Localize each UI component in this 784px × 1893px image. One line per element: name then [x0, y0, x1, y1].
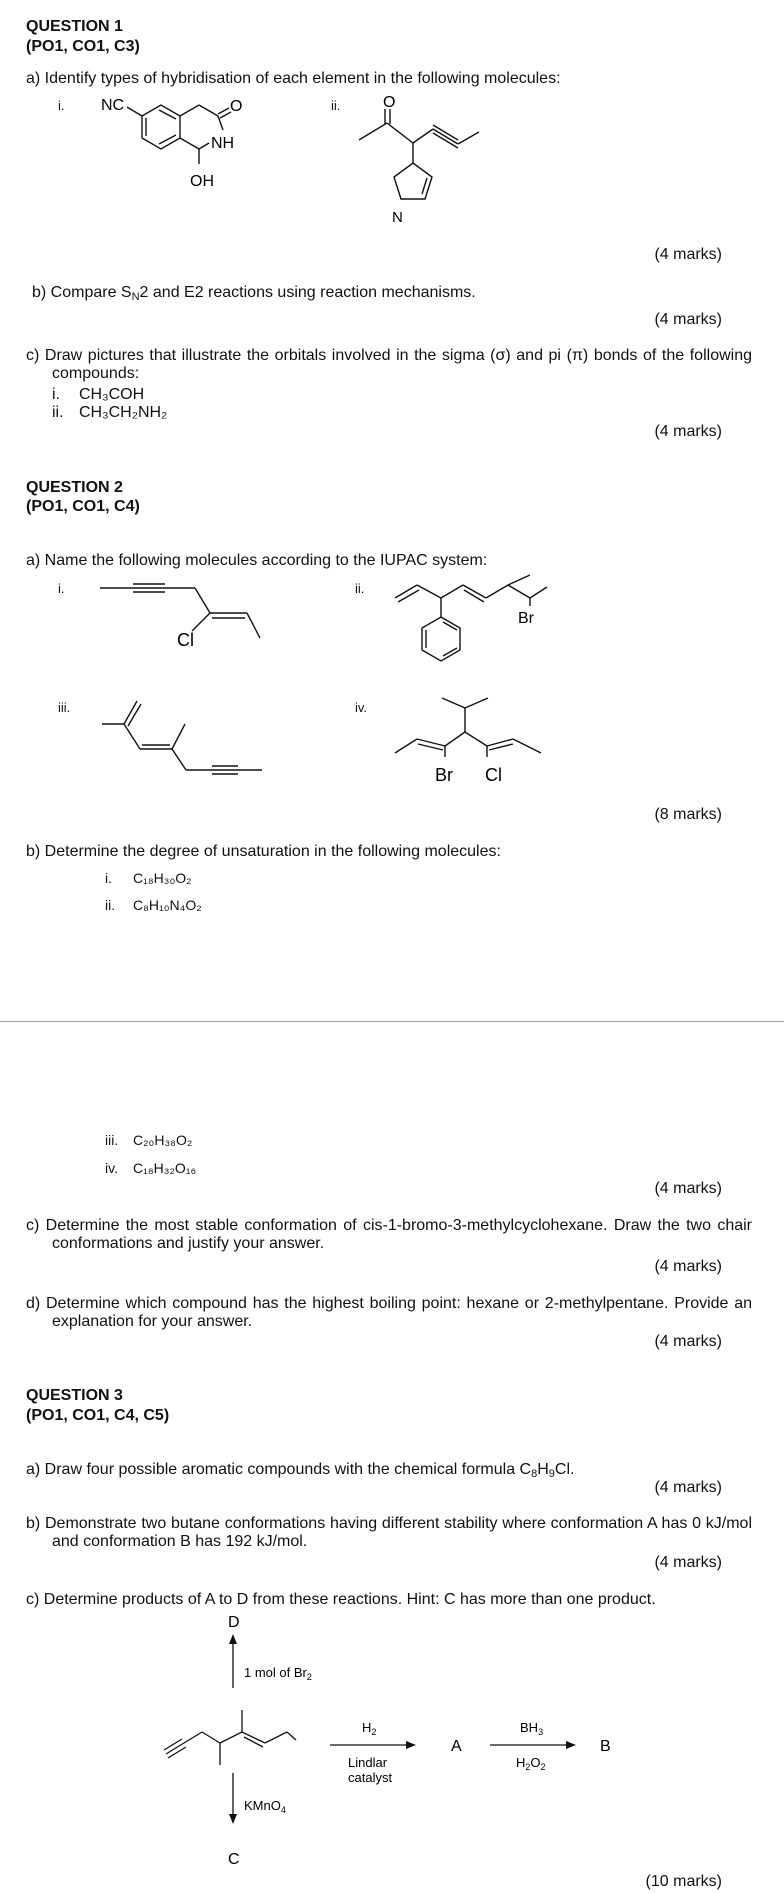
q1-c-ii-num: ii.: [52, 404, 64, 421]
ketone-o-label: O: [383, 94, 396, 111]
product-d-label: D: [228, 1614, 240, 1631]
q2-b-marks: (4 marks): [654, 1180, 722, 1197]
q3-reaction-scheme: [0, 1610, 784, 1870]
q2-b-text: b) Determine the degree of unsaturation in the following molecules:: [26, 843, 501, 860]
bromine-label-iv: Br: [435, 765, 453, 785]
q1-a-text: a) Identify types of hybridisation of each element in the following molecules:: [26, 70, 561, 87]
nitrile-label: NC: [101, 97, 125, 114]
q2-molecule-iv: [395, 694, 545, 794]
q3-b-marks: (4 marks): [654, 1554, 722, 1571]
q2-molecule-ii: [395, 573, 555, 673]
carbonyl-o-label: O: [230, 98, 243, 115]
q1-c-marks: (4 marks): [654, 423, 722, 440]
q1-a-i-label: i.: [58, 98, 65, 113]
hydrogen-reagent: $H_2$: [362, 1720, 377, 1737]
q2-c-marks: (4 marks): [654, 1258, 722, 1275]
q1-a-marks: (4 marks): [654, 246, 722, 263]
bromine-reagent: 1 mol of $Br_2$: [244, 1665, 312, 1682]
q1-a-ii-label: ii.: [331, 98, 341, 113]
q2-a-iv-label: iv.: [355, 700, 368, 715]
q2-a-ii-label: ii.: [355, 581, 365, 596]
q2-molecule-i: [100, 575, 270, 655]
product-c-label: C: [228, 1851, 240, 1868]
oh-label: OH: [190, 173, 214, 190]
q2-a-text: a) Name the following molecules according to the IUPAC system:: [26, 552, 488, 569]
chlorine-label-iv: Cl: [485, 765, 502, 785]
q2-a-iii-label: iii.: [58, 700, 71, 715]
q2-a-i-label: i.: [58, 581, 65, 596]
q1-codes: (PO1, CO1, C3): [26, 38, 140, 55]
lindlar-label-1: Lindlar: [348, 1755, 388, 1770]
q1-c-ii-formula: CH₃CH₂NH₂: [79, 404, 168, 421]
q2-d-text: d) Determine which compound has the highest boiling point: hexane or 2-methylpentane. Provide an explanation for your answer.: [26, 1295, 752, 1330]
product-b-label: B: [600, 1738, 611, 1755]
q3-title: QUESTION 3: [26, 1387, 123, 1404]
q2-d-marks: (4 marks): [654, 1333, 722, 1350]
page-break-divider: [0, 1021, 784, 1022]
q2-b-iii-formula: C₂₀H₃₈O₂: [133, 1132, 193, 1148]
permanganate-reagent: KMnO$_4$: [244, 1798, 286, 1815]
q1-c-i-num: i.: [52, 386, 60, 403]
borane-reagent: $BH_3$: [520, 1720, 544, 1737]
lindlar-label-2: catalyst: [348, 1770, 393, 1785]
q2-b-i-formula: C₁₈H₃₀O₂: [133, 870, 192, 886]
q2-b-iv-num: iv.: [105, 1160, 118, 1176]
q1-b-text: b) Compare $S_N2$ and E2 reactions using reaction mechanisms.: [32, 284, 476, 303]
nh-label: NH: [211, 135, 235, 152]
q2-a-marks: (8 marks): [654, 806, 722, 823]
q2-title: QUESTION 2: [26, 479, 123, 496]
q1-molecule-ii: [355, 96, 495, 236]
q2-c-text: c) Determine the most stable conformation of cis-1-bromo-3-methylcyclohexane. Draw the two chair conformations and justify your answer.: [26, 1217, 752, 1252]
q2-b-iv-formula: C₁₈H₃₂O₁₆: [133, 1160, 197, 1176]
pyrrole-n-label: N: [392, 209, 403, 226]
q3-c-text: c) Determine products of A to D from these reactions. Hint: C has more than one product.: [26, 1591, 656, 1608]
q3-codes: (PO1, CO1, C4, C5): [26, 1407, 170, 1424]
q1-c-text: c) Draw pictures that illustrate the orbitals involved in the sigma (σ) and pi (π) bonds of the following compounds:: [26, 347, 752, 382]
q2-molecule-iii: [100, 694, 270, 774]
q2-b-iii-num: iii.: [105, 1132, 119, 1148]
q2-b-ii-num: ii.: [105, 897, 116, 913]
q3-c-marks: (10 marks): [645, 1873, 722, 1890]
q1-b-marks: (4 marks): [654, 311, 722, 328]
q3-b-text: b) Demonstrate two butane conformations having different stability where conformation A has 0 kJ/mol and conformation B has 192 kJ/mol.: [26, 1515, 752, 1550]
peroxide-reagent: $H_2O_2$: [516, 1755, 546, 1772]
product-a-label: A: [451, 1738, 462, 1755]
q3-a-marks: (4 marks): [654, 1479, 722, 1496]
q1-c-i-formula: CH₃COH: [79, 386, 145, 403]
q2-b-i-num: i.: [105, 870, 112, 886]
q2-b-ii-formula: C₈H₁₀N₄O₂: [133, 897, 202, 913]
q3-a-text: a) Draw four possible aromatic compounds with the chemical formula $C_8H_9Cl$.: [26, 1461, 575, 1480]
bromine-label: Br: [518, 610, 534, 627]
q2-codes: (PO1, CO1, C4): [26, 498, 140, 515]
q1-molecule-i: [95, 92, 295, 202]
q1-title: QUESTION 1: [26, 18, 123, 35]
chlorine-label: Cl: [177, 630, 194, 650]
